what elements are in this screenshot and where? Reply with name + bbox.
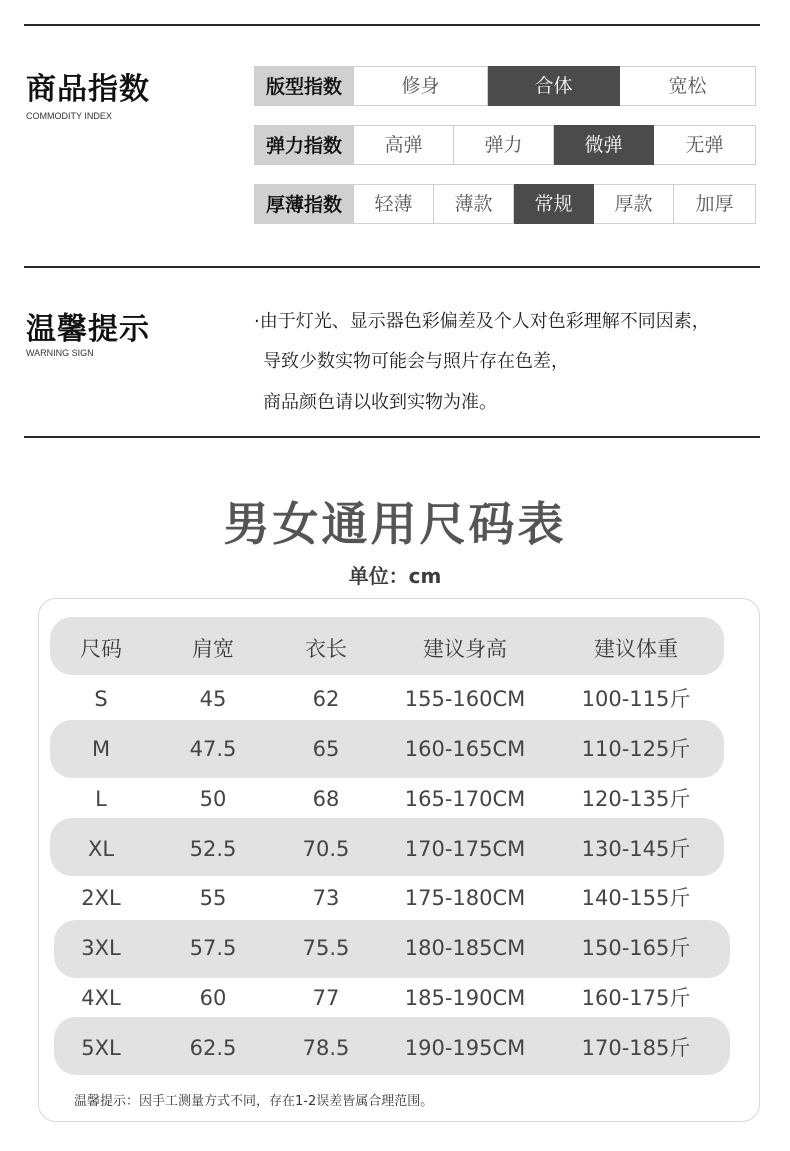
warning-subtitle: WARNING SIGN: [26, 348, 94, 358]
table-cell-size: 2XL: [81, 886, 121, 910]
commodity-index-title: 商品指数: [26, 72, 150, 107]
table-cell-shoulder: 52.5: [189, 837, 237, 861]
table-cell-weight: 160-175斤: [581, 986, 691, 1010]
fit-index-row: [254, 66, 756, 106]
thickness-option-light: 薄款: [434, 184, 514, 224]
table-cell-weight: 140-155斤: [581, 886, 691, 910]
top-divider: [24, 24, 760, 26]
table-cell-height: 155-160CM: [404, 687, 526, 711]
elasticity-option-none: 无弹: [654, 125, 756, 165]
table-cell-size: 4XL: [81, 986, 121, 1010]
table-cell-shoulder: 45: [199, 687, 227, 711]
table-cell-shoulder: 60: [199, 986, 227, 1010]
elasticity-index-row: [254, 125, 756, 165]
fit-option-regular: 合体: [488, 66, 620, 106]
table-cell-size: 3XL: [81, 936, 121, 960]
table-cell-weight: 100-115斤: [581, 687, 691, 711]
table-cell-length: 75.5: [302, 936, 350, 960]
table-cell-height: 170-175CM: [404, 837, 526, 861]
fit-option-loose: 宽松: [620, 66, 756, 106]
table-header-weight: 建议体重: [594, 637, 678, 661]
table-cell-length: 65: [312, 737, 340, 761]
table-cell-length: 70.5: [302, 837, 350, 861]
table-cell-weight: 120-135斤: [581, 787, 691, 811]
table-cell-size: L: [95, 787, 107, 811]
table-cell-weight: 130-145斤: [581, 837, 691, 861]
table-cell-length: 78.5: [302, 1036, 350, 1060]
table-cell-height: 190-195CM: [404, 1036, 526, 1060]
table-cell-size: S: [94, 687, 108, 711]
thickness-option-thin: 轻薄: [354, 184, 434, 224]
elasticity-option-medium: 弹力: [454, 125, 554, 165]
fit-index-label: 版型指数: [254, 66, 354, 106]
table-cell-length: 73: [312, 886, 340, 910]
table-cell-height: 160-165CM: [404, 737, 526, 761]
table-header-size: 尺码: [80, 637, 122, 661]
table-cell-height: 175-180CM: [404, 886, 526, 910]
table-cell-size: M: [91, 737, 111, 761]
warning-title: 温馨提示: [26, 312, 150, 347]
table-cell-size: XL: [87, 837, 115, 861]
warning-line-3: 商品颜色请以收到实物为准。: [263, 392, 497, 413]
table-cell-length: 68: [312, 787, 340, 811]
table-cell-shoulder: 55: [199, 886, 227, 910]
thickness-option-regular: 常规: [514, 184, 594, 224]
thickness-index-label: 厚薄指数: [254, 184, 354, 224]
warning-line-2: 导致少数实物可能会与照片存在色差，: [263, 351, 569, 372]
table-cell-weight: 170-185斤: [581, 1036, 691, 1060]
table-cell-length: 77: [312, 986, 340, 1010]
table-header-length: 衣长: [305, 637, 347, 661]
table-cell-weight: 150-165斤: [581, 936, 691, 960]
table-cell-height: 185-190CM: [404, 986, 526, 1010]
table-cell-shoulder: 57.5: [189, 936, 237, 960]
section-divider-2: [24, 436, 760, 438]
table-cell-shoulder: 50: [199, 787, 227, 811]
commodity-index-subtitle: COMMODITY INDEX: [26, 111, 112, 121]
table-cell-length: 62: [312, 687, 340, 711]
size-chart-title: 男女通用尺码表: [223, 497, 567, 551]
thickness-option-extra-thick: 加厚: [674, 184, 756, 224]
elasticity-option-high: 高弹: [354, 125, 454, 165]
table-cell-shoulder: 62.5: [189, 1036, 237, 1060]
elasticity-option-slight: 微弹: [554, 125, 654, 165]
size-table-note: 温馨提示：因手工测量方式不同，存在1-2误差皆属合理范围。: [74, 1094, 434, 1109]
table-cell-shoulder: 47.5: [189, 737, 237, 761]
warning-line-1: ·由于灯光、显示器色彩偏差及个人对色彩理解不同因素，: [254, 311, 710, 332]
table-cell-height: 180-185CM: [404, 936, 526, 960]
table-header-shoulder: 肩宽: [192, 637, 234, 661]
thickness-index-row: [254, 184, 756, 224]
table-header-height: 建议身高: [423, 637, 507, 661]
fit-option-slim: 修身: [354, 66, 488, 106]
table-cell-weight: 110-125斤: [581, 737, 691, 761]
table-cell-height: 165-170CM: [404, 787, 526, 811]
size-chart-unit: 单位：cm: [348, 564, 442, 588]
elasticity-index-label: 弹力指数: [254, 125, 354, 165]
thickness-option-thick: 厚款: [594, 184, 674, 224]
section-divider-1: [24, 266, 760, 268]
table-cell-size: 5XL: [81, 1036, 121, 1060]
